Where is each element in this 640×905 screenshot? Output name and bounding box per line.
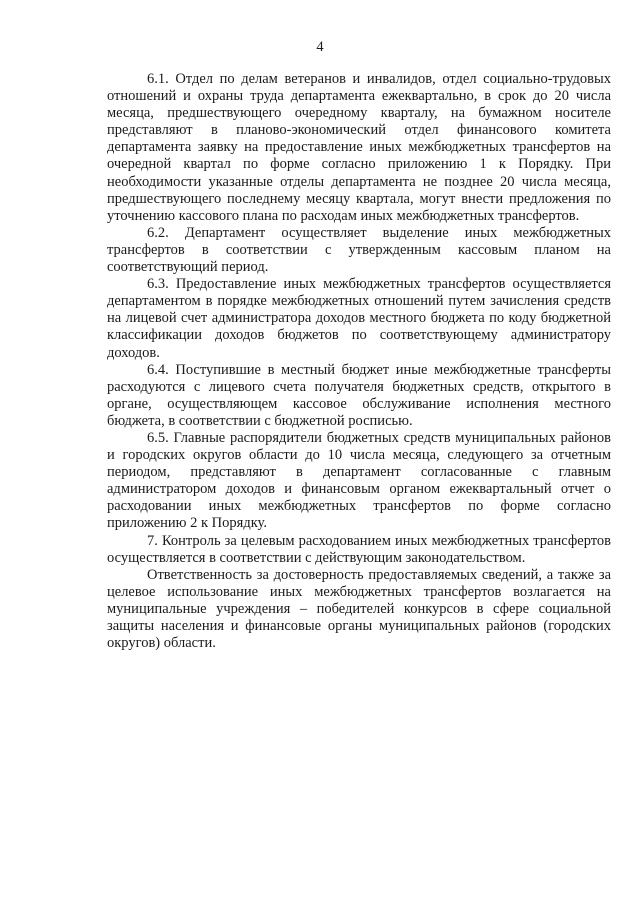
paragraph-responsibility: Ответственность за достоверность предоставляемых сведений, а также за целевое использование иных межбюджетных трансфертов возлагается на муниципальные учреждения – победителей конкурсов в сфере социальной защиты населения и финансовые органы муниципальных районов (городских округов) области. (107, 566, 611, 652)
paragraph-6-2: 6.2. Департамент осуществляет выделение иных межбюджетных трансфертов в соответствии с утвержденным кассовым планом на соответствующий период. (107, 224, 611, 276)
paragraph-6-1: 6.1. Отдел по делам ветеранов и инвалидов, отдел социально-трудовых отношений и охраны труда департамента ежеквартально, в срок до 20 числа месяца, предшествующего очередному кварталу, на бумажном носителе представляют в планово-экономический отдел финансового комитета департамента заявку на предоставление иных межбюджетных трансфертов на очередной квартал по форме согласно приложению 1 к Порядку. При необходимости указанные отделы департамента не позднее 20 числа месяца, предшествующего последнему месяцу квартала, могут внести предложения по уточнению кассового плана по расходам иных межбюджетных трансфертов. (107, 71, 611, 224)
paragraph-7: 7. Контроль за целевым расходованием иных межбюджетных трансфертов осуществляется в соответствии с действующим законодательством. (107, 532, 611, 566)
paragraph-6-3: 6.3. Предоставление иных межбюджетных трансфертов осуществляется департаментом в порядке межбюджетных отношений путем зачисления средств на лицевой счет администратора доходов местного бюджета по коду бюджетной классификации доходов бюджетов по соответствующему администратору доходов. (107, 276, 611, 361)
paragraph-6-4: 6.4. Поступившие в местный бюджет иные межбюджетные трансферты расходуются с лицевого счета получателя бюджетных средств, открытого в органе, осуществляющем кассовое обслуживание исполнения местного бюджета, в соответствии с бюджетной росписью. (107, 361, 611, 429)
paragraph-6-5: 6.5. Главные распорядители бюджетных средств муниципальных районов и городских округов области до 10 числа месяца, следующего за отчетным периодом, представляют в департамент согласованные с главным администратором доходов и финансовым органом ежеквартальный отчет о расходовании иных межбюджетных трансфертов по форме согласно приложению 2 к Порядку. (107, 429, 611, 532)
page-number: 4 (316, 39, 324, 55)
document-body (107, 71, 611, 652)
